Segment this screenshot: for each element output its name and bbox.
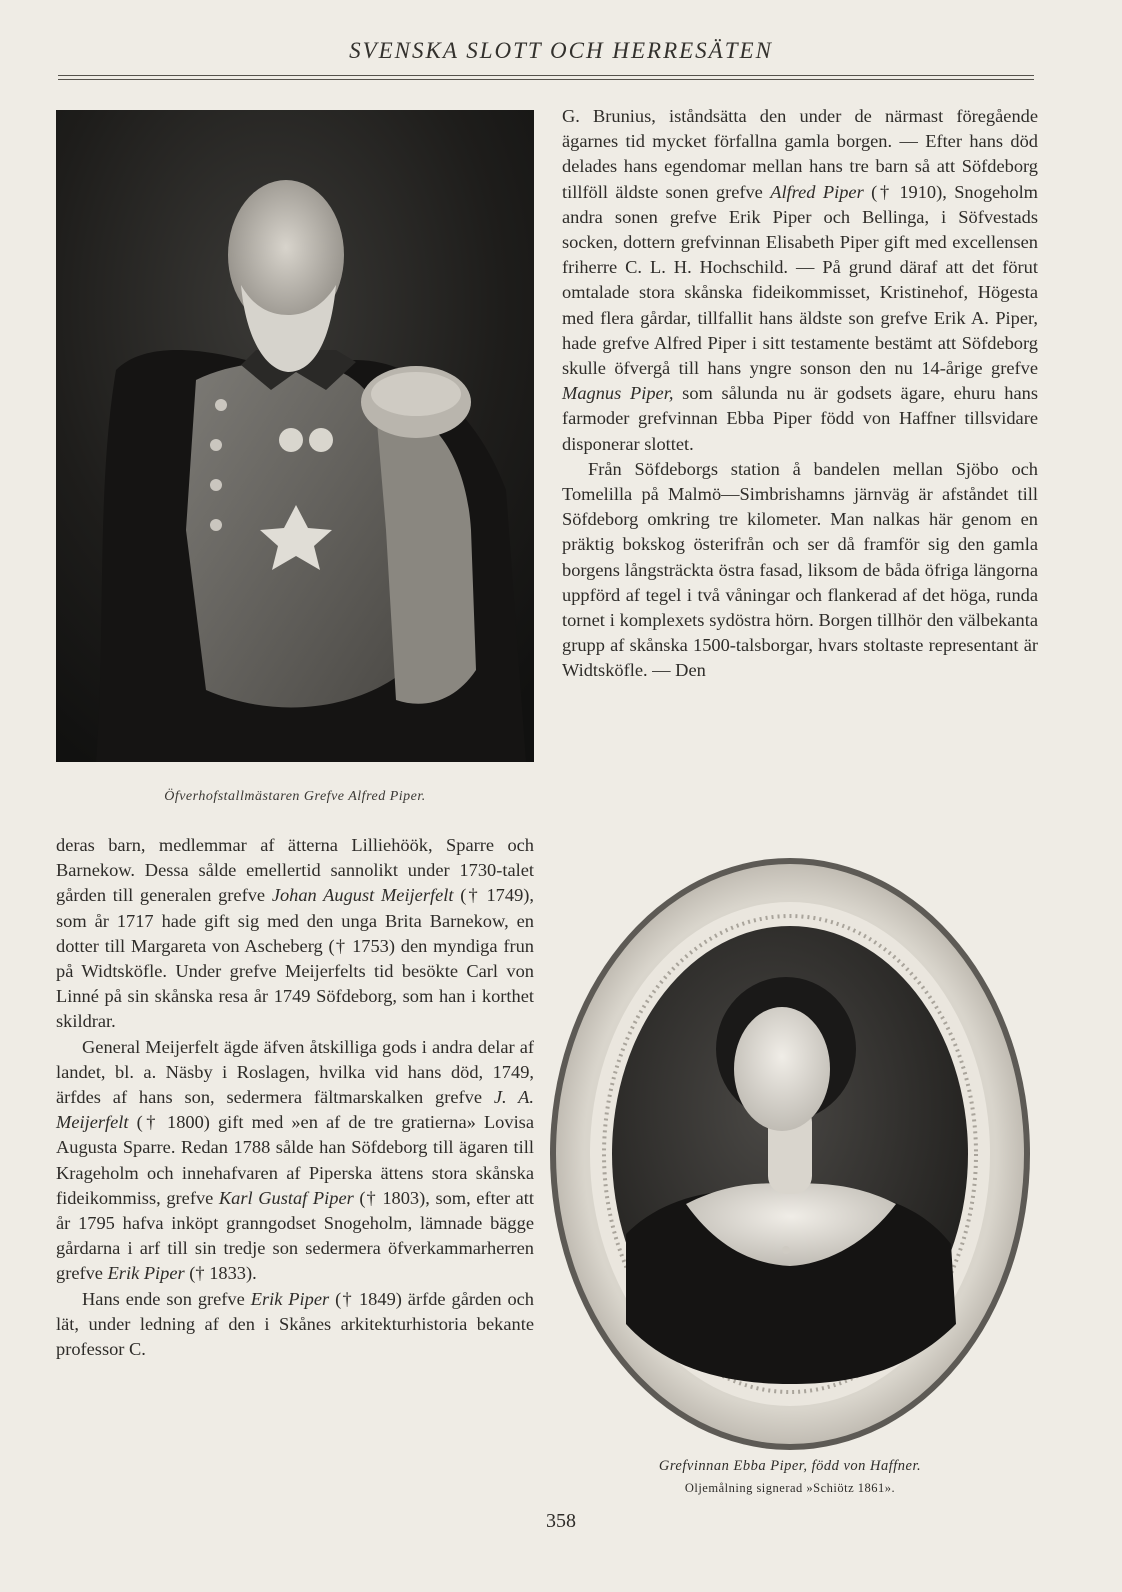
paragraph: Hans ende son grefve Erik Piper († 1849) ärfde gården och lät, under ledning af den i Skånes arkitekturhistoria bekante professor C. bbox=[56, 1288, 535, 1360]
running-title: SVENSKA SLOTT OCH HERRESÄTEN bbox=[349, 38, 773, 63]
portrait-alfred-piper bbox=[56, 110, 534, 762]
header-rule bbox=[58, 75, 1034, 76]
oval-frame-illustration bbox=[546, 854, 1034, 1454]
oval-portrait-caption: Grefvinnan Ebba Piper, född von Haffner. bbox=[658, 1458, 922, 1474]
left-column-text bbox=[56, 833, 534, 1362]
header-rule bbox=[58, 79, 1034, 80]
paragraph: General Meijerfelt ägde äfven åtskilliga gods i andra delar af landet, bl. a. Näsby i Roslagen, hvilka vid hans död, 1749, ärfdes af hans son, sedermera fältmarskalken grefve J. A. Meijerfelt († 1800) gift med »en af de tre gratierna» Lovisa Augusta Sparre. Redan 1788 sålde han Söfdeborg till ägaren till Krageholm och innehafvaren af Piperska ättens stora skånska fideikommiss, grefve Karl Gustaf Piper († 1803), som, efter att år 1795 hafva inköpt granngodset Snogeholm, lämnade bägge gårdarna i arf till sin tredje son sedermera öfverkammarherren grefve Erik Piper († 1833). bbox=[56, 1036, 534, 1284]
page-number: 358 bbox=[546, 1510, 576, 1532]
right-column-text bbox=[562, 104, 1038, 684]
portrait-ebba-piper bbox=[546, 854, 1034, 1454]
portrait-caption: Öfverhofstallmästaren Grefve Alfred Piper. bbox=[164, 789, 426, 804]
portrait-illustration bbox=[56, 110, 534, 762]
paragraph: deras barn, medlemmar af ätterna Lilliehöök, Sparre och Barnekow. Dessa sålde emellertid sannolikt under 1730-talet gården till generalen grefve Johan August Meijerfelt († 1749), som år 1717 hade gift sig med den unga Brita Barnekow, en dotter till Margareta von Ascheberg († 1753) den myndiga frun på Widtsköfle. Under grefve Meijerfelts tid besökte Carl von Linné på sin skånska resa år 1749 Söfdeborg, som han i korthet skildrar. bbox=[56, 835, 534, 1032]
paragraph: G. Brunius, iståndsätta den under de närmast föregående ägarnes tid mycket förfallna gamla borgen. — Efter hans död delades hans egendomar mellan hans tre barn så att Söfdeborg tillföll äldste sonen grefve Alfred Piper († 1910), Snogeholm andra sonen grefve Erik Piper och Bellinga, i Söfvestads socken, dottern grefvinnan Elisabeth Piper gift med excellensen friherre C. L. H. Hochschild. — På grund däraf att det förut omtalade stora skånska fideikommisset, Kristinehof, Högesta med flera gårdar, tillfallit hans äldste son grefve Erik A. Piper, hade grefve Alfred Piper i sitt testamente bestämt att Söfdeborg skulle öfvergå till hans yngre sonson den nu 14-årige grefve Magnus Piper, som sålunda nu är godsets ägare, ehuru hans farmoder grefvinnan Ebba Piper född von Haffner tillsvidare disponerar slottet. bbox=[562, 106, 1038, 454]
paragraph: Från Söfdeborgs station å bandelen mellan Sjöbo och Tomelilla på Malmö—Simbrishamns järnväg är afståndet till Söfdeborg omkring tre kilometer. Man nalkas här genom en präktig bokskog österifrån och ser då framför sig den gamla borgens långsträckta östra fasad, liksom de båda öfriga längorna uppförd af tegel i två våningar och flankerad af det höga, runda tornet i komplexets sydöstra hörn. Borgen tillhör den välbekanta grupp af skånska 1500-talsborgar, hvars stoltaste representant är Widtsköfle. — Den bbox=[562, 458, 1038, 681]
oval-portrait-subcaption: Oljemålning signerad »Schiötz 1861». bbox=[684, 1481, 896, 1495]
